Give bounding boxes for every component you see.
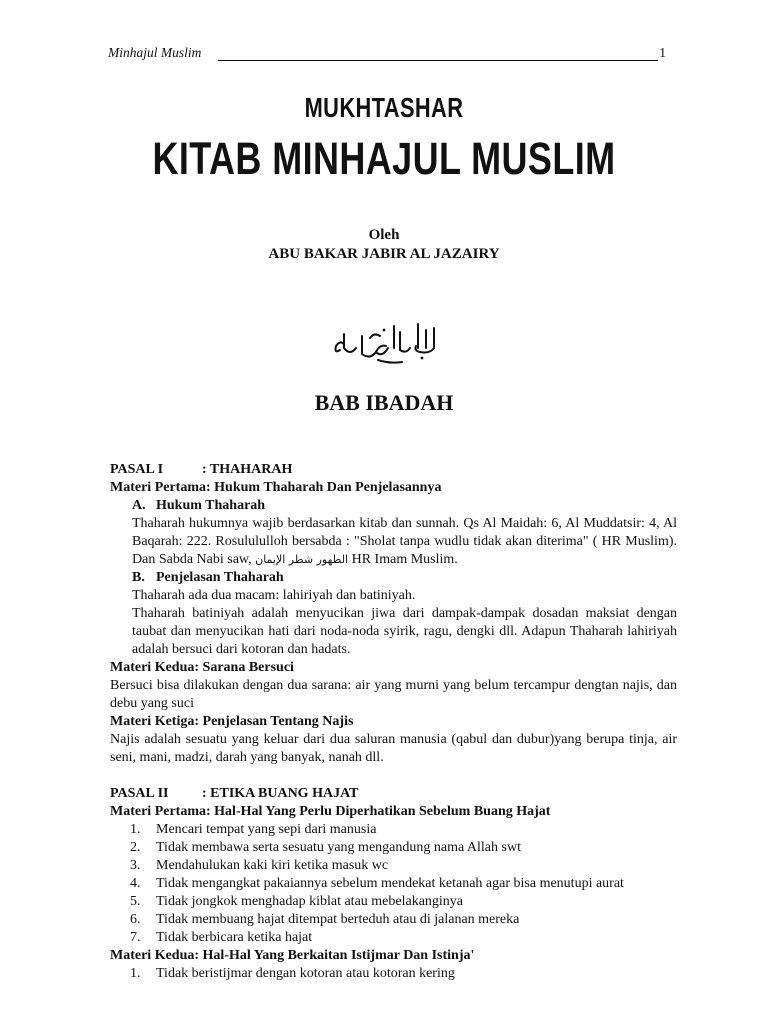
page-number: 1 bbox=[659, 45, 666, 60]
materi-heading: Materi Kedua: Hal-Hal Yang Berkaitan Istijmar Dan Istinja' bbox=[110, 948, 475, 963]
chapter-title: BAB IBADAH bbox=[314, 390, 454, 415]
pasal-label: PASAL II bbox=[110, 786, 169, 801]
arabic-quote: الطهور شطر الإيمان bbox=[255, 553, 349, 566]
subsection-title: Hukum Thaharah bbox=[156, 498, 266, 513]
document-body bbox=[110, 461, 677, 983]
materi-heading: Materi Ketiga: Penjelasan Tentang Najis bbox=[110, 714, 354, 729]
list-item: 1. Mencari tempat yang sepi dari manusia bbox=[130, 822, 377, 837]
paragraph: Najis adalah sesuatu yang keluar dari dua saluran manusia (qabul dan dubur)yang berupa tinja, air seni, mani, madzi, darah yang banyak, nanah dll. bbox=[110, 732, 677, 765]
paragraph bbox=[110, 515, 677, 569]
numbered-list bbox=[110, 965, 677, 983]
materi-heading: Materi Pertama: Hukum Thaharah Dan Penjelasannya bbox=[110, 480, 442, 495]
list-item: 1. Tidak beristijmar dengan kotoran atau kotoran kering bbox=[130, 966, 455, 981]
list-item: 6. Tidak membuang hajat ditempat berteduh atau di jalanan mereka bbox=[130, 912, 520, 927]
title-line-2: KITAB MINHAJUL MUSLIM bbox=[152, 133, 616, 184]
by-line: Oleh bbox=[368, 227, 400, 243]
running-title: Minhajul Muslim bbox=[108, 45, 202, 60]
paragraph: Thaharah ada dua macam: lahiriyah dan batiniyah. bbox=[132, 588, 416, 603]
running-header bbox=[108, 45, 666, 63]
list-item: 4. Tidak mengangkat pakaiannya sebelum mendekat ketanah agar bisa menutupi aurat bbox=[130, 876, 624, 891]
subsection-letter: B. bbox=[132, 570, 145, 585]
materi-heading: Materi Kedua: Sarana Bersuci bbox=[110, 660, 294, 675]
author-name: ABU BAKAR JABIR AL JAZAIRY bbox=[268, 246, 500, 262]
pasal-2-heading bbox=[110, 785, 677, 803]
pasal-title: : ETIKA BUANG HAJAT bbox=[202, 786, 359, 801]
paragraph: Bersuci bisa dilakukan dengan dua sarana: air yang murni yang belum tercampur dengtan najis, dan debu yang suci bbox=[110, 678, 677, 711]
numbered-list bbox=[110, 821, 677, 947]
paragraph-text: HR Imam Muslim. bbox=[351, 552, 458, 567]
pasal-1-heading bbox=[110, 461, 677, 479]
materi-heading: Materi Pertama: Hal-Hal Yang Perlu Diperhatikan Sebelum Buang Hajat bbox=[110, 804, 551, 819]
basmala-calligraphy bbox=[330, 318, 442, 366]
spacer bbox=[110, 767, 677, 785]
subsection-title: Penjelasan Thaharah bbox=[156, 570, 284, 585]
list-item: 7. Tidak berbicara ketika hajat bbox=[130, 930, 313, 945]
paragraph-text: Thaharah hukumnya wajib berdasarkan kitab dan sunnah. Qs Al Maidah: 6, Al Muddatsir: 4, Al Baqarah: 222. Rosulululloh bersabda : "Sholat tanpa wudlu tidak akan diterima" ( HR Muslim). Dan Sabda Nabi saw, bbox=[132, 516, 677, 567]
pasal-label: PASAL I bbox=[110, 462, 164, 477]
list-item: 3. Mendahulukan kaki kiri ketika masuk wc bbox=[130, 858, 389, 873]
list-item: 5. Tidak jongkok menghadap kiblat atau mebelakanginya bbox=[130, 894, 464, 909]
pasal-title: : THAHARAH bbox=[202, 462, 293, 477]
subsection-heading bbox=[110, 497, 677, 515]
subsection-heading bbox=[110, 569, 677, 587]
paragraph: Thaharah batiniyah adalah menyucikan jiwa dari dampak-dampak dosadan maksiat dengan taubat dan menyucikan hati dari noda-noda syirik, ragu, dengki dll. Adapun Thaharah lahiriyah adalah bersuci dari kotoran dan hadats. bbox=[132, 606, 677, 657]
list-item: 2. Tidak membawa serta sesuatu yang mengandung nama Allah swt bbox=[130, 840, 521, 855]
subsection-letter: A. bbox=[132, 498, 146, 513]
title-line-1: MUKHTASHAR bbox=[304, 92, 464, 123]
header-rule bbox=[218, 60, 658, 61]
